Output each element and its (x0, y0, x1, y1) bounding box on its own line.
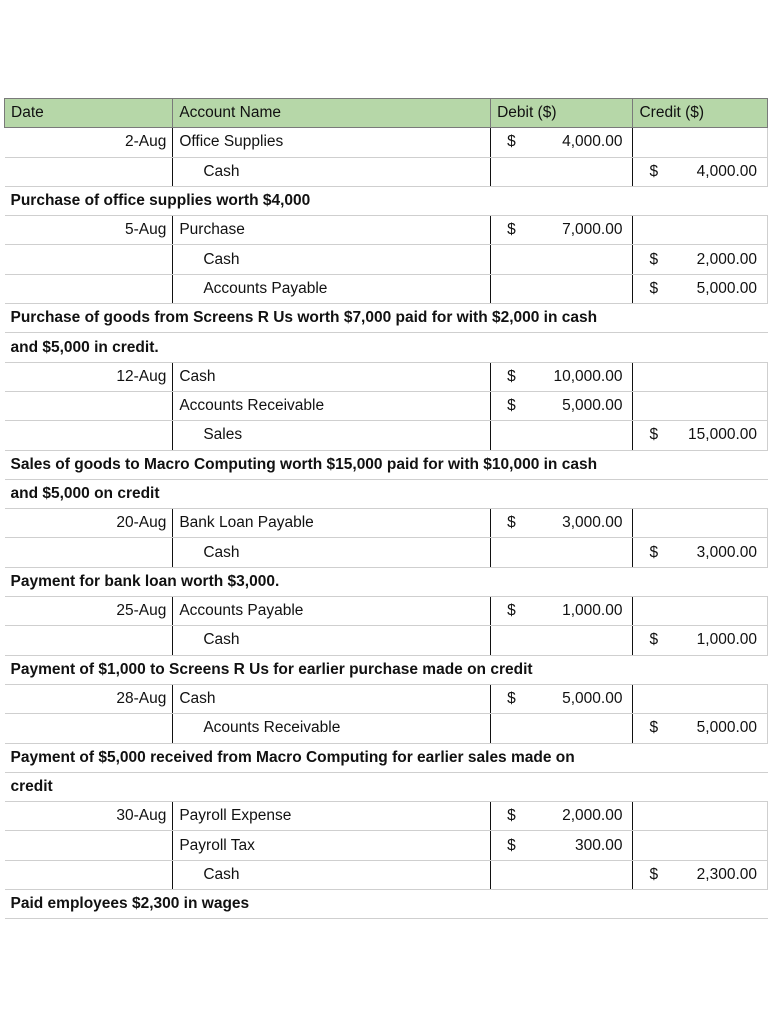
empty-cell[interactable] (633, 304, 768, 333)
debit-cell[interactable] (491, 421, 633, 450)
debit-value: 300.00 (575, 836, 623, 854)
date-cell[interactable] (5, 538, 173, 567)
date-cell[interactable] (5, 391, 173, 420)
date-cell[interactable]: 2-Aug (5, 128, 173, 157)
credit-value: 5,000.00 (696, 279, 757, 297)
date-cell[interactable]: 30-Aug (5, 802, 173, 831)
debit-value: 5,000.00 (562, 690, 623, 708)
account-cell[interactable]: Purchase (173, 216, 491, 245)
journal-row (5, 128, 768, 157)
note-row (5, 567, 768, 596)
entry-description[interactable]: and $5,000 on credit (5, 479, 633, 508)
entry-description[interactable]: and $5,000 in credit. (5, 333, 633, 362)
date-cell[interactable]: 28-Aug (5, 684, 173, 713)
date-cell[interactable] (5, 626, 173, 655)
credit-cell[interactable] (633, 157, 768, 186)
account-cell[interactable]: Cash (173, 626, 491, 655)
debit-cell[interactable] (491, 128, 633, 157)
currency-symbol: $ (649, 719, 659, 737)
credit-amount (639, 719, 761, 737)
account-cell[interactable]: Sales (173, 421, 491, 450)
debit-cell[interactable] (491, 626, 633, 655)
debit-amount (497, 133, 626, 151)
account-cell[interactable]: Office Supplies (173, 128, 491, 157)
credit-cell[interactable] (633, 860, 768, 889)
journal-row (5, 157, 768, 186)
credit-cell[interactable] (633, 509, 768, 538)
journal-row (5, 509, 768, 538)
note-row (5, 186, 768, 215)
account-cell[interactable]: Cash (173, 157, 491, 186)
currency-symbol: $ (507, 690, 516, 708)
header-account[interactable]: Account Name (173, 99, 491, 128)
journal-row (5, 860, 768, 889)
account-cell[interactable]: Acounts Receivable (173, 714, 491, 743)
date-cell[interactable] (5, 831, 173, 860)
debit-amount (497, 690, 626, 708)
currency-symbol: $ (507, 602, 516, 620)
credit-amount (639, 631, 761, 649)
note-row (5, 333, 768, 362)
date-cell[interactable]: 12-Aug (5, 362, 173, 391)
debit-value: 4,000.00 (562, 133, 623, 151)
debit-value: 2,000.00 (562, 807, 623, 825)
journal-row (5, 831, 768, 860)
note-row (5, 772, 768, 801)
currency-symbol: $ (507, 514, 516, 532)
currency-symbol: $ (507, 397, 516, 415)
entry-description[interactable]: credit (5, 772, 633, 801)
credit-cell[interactable] (633, 626, 768, 655)
account-cell[interactable]: Accounts Payable (173, 274, 491, 303)
empty-cell[interactable] (633, 567, 768, 596)
journal-row (5, 538, 768, 567)
debit-value: 10,000.00 (553, 367, 623, 385)
debit-cell[interactable] (491, 597, 633, 626)
account-cell[interactable]: Cash (173, 538, 491, 567)
date-cell[interactable]: 5-Aug (5, 216, 173, 245)
debit-amount (497, 221, 626, 239)
credit-value: 15,000.00 (688, 426, 757, 444)
account-cell[interactable]: Payroll Tax (173, 831, 491, 860)
journal-row (5, 597, 768, 626)
account-cell[interactable]: Cash (173, 860, 491, 889)
debit-value: 1,000.00 (562, 602, 623, 620)
currency-symbol: $ (507, 367, 516, 385)
credit-amount (639, 544, 761, 562)
empty-cell[interactable] (633, 333, 768, 362)
credit-amount (639, 866, 761, 884)
currency-symbol: $ (649, 426, 659, 444)
currency-symbol: $ (507, 133, 516, 151)
header-row (5, 99, 768, 128)
debit-amount (497, 807, 626, 825)
journal-row (5, 245, 768, 274)
debit-cell[interactable] (491, 362, 633, 391)
empty-cell[interactable] (633, 479, 768, 508)
entry-description[interactable]: Sales of goods to Macro Computing worth $15,000 paid for with $10,000 in cash (5, 450, 633, 479)
debit-amount (497, 602, 626, 620)
date-cell[interactable] (5, 157, 173, 186)
debit-amount (497, 397, 626, 415)
debit-cell[interactable] (491, 391, 633, 420)
journal-table (4, 98, 768, 919)
entry-description[interactable]: Paid employees $2,300 in wages (5, 890, 633, 919)
currency-symbol: $ (649, 250, 659, 268)
journal-row (5, 391, 768, 420)
journal-row (5, 714, 768, 743)
credit-cell[interactable] (633, 128, 768, 157)
credit-value: 2,000.00 (696, 250, 757, 268)
debit-cell[interactable] (491, 216, 633, 245)
date-cell[interactable] (5, 421, 173, 450)
debit-cell[interactable] (491, 509, 633, 538)
entry-description[interactable]: Payment of $5,000 received from Macro Computing for earlier sales made on (5, 743, 633, 772)
credit-cell[interactable] (633, 362, 768, 391)
currency-symbol: $ (649, 631, 659, 649)
note-row (5, 890, 768, 919)
credit-cell[interactable] (633, 391, 768, 420)
credit-value: 2,300.00 (696, 865, 757, 883)
date-cell[interactable]: 25-Aug (5, 597, 173, 626)
header-credit[interactable]: Credit ($) (633, 99, 768, 128)
debit-cell[interactable] (491, 538, 633, 567)
currency-symbol: $ (507, 221, 516, 239)
debit-value: 3,000.00 (562, 514, 623, 532)
debit-cell[interactable] (491, 157, 633, 186)
credit-cell[interactable] (633, 684, 768, 713)
journal-row (5, 684, 768, 713)
credit-cell[interactable] (633, 245, 768, 274)
credit-amount (639, 251, 761, 269)
debit-cell[interactable] (491, 684, 633, 713)
entry-description[interactable]: Payment for bank loan worth $3,000. (5, 567, 633, 596)
entry-description[interactable]: Purchase of goods from Screens R Us worth $7,000 paid for with $2,000 in cash (5, 304, 633, 333)
empty-cell[interactable] (633, 450, 768, 479)
credit-value: 4,000.00 (696, 162, 757, 180)
debit-cell[interactable] (491, 714, 633, 743)
date-cell[interactable] (5, 274, 173, 303)
account-cell[interactable]: Cash (173, 245, 491, 274)
debit-cell[interactable] (491, 860, 633, 889)
journal-row (5, 362, 768, 391)
credit-amount (639, 426, 761, 444)
debit-cell[interactable] (491, 802, 633, 831)
credit-cell[interactable] (633, 714, 768, 743)
credit-cell[interactable] (633, 538, 768, 567)
note-row (5, 450, 768, 479)
journal-body (5, 99, 768, 919)
note-row (5, 655, 768, 684)
header-date[interactable]: Date (5, 99, 173, 128)
journal-row (5, 626, 768, 655)
currency-symbol: $ (649, 279, 659, 297)
empty-cell[interactable] (633, 890, 768, 919)
credit-amount (639, 280, 761, 298)
entry-description[interactable]: Payment of $1,000 to Screens R Us for earlier purchase made on credit (5, 655, 633, 684)
note-row (5, 479, 768, 508)
currency-symbol: $ (649, 543, 659, 561)
debit-value: 7,000.00 (562, 221, 623, 239)
currency-symbol: $ (649, 162, 659, 180)
credit-cell[interactable] (633, 421, 768, 450)
credit-cell[interactable] (633, 597, 768, 626)
credit-value: 1,000.00 (696, 631, 757, 649)
account-cell[interactable]: Accounts Receivable (173, 391, 491, 420)
account-cell[interactable]: Cash (173, 362, 491, 391)
journal-row (5, 802, 768, 831)
empty-cell[interactable] (633, 743, 768, 772)
credit-cell[interactable] (633, 802, 768, 831)
currency-symbol: $ (649, 865, 659, 883)
debit-cell[interactable] (491, 245, 633, 274)
credit-cell[interactable] (633, 216, 768, 245)
debit-amount (497, 368, 626, 386)
credit-value: 5,000.00 (696, 719, 757, 737)
account-cell[interactable]: Accounts Payable (173, 597, 491, 626)
journal-row (5, 216, 768, 245)
empty-cell[interactable] (633, 655, 768, 684)
currency-symbol: $ (507, 836, 516, 854)
entry-description[interactable]: Purchase of office supplies worth $4,000 (5, 186, 633, 215)
account-cell[interactable]: Bank Loan Payable (173, 509, 491, 538)
debit-amount (497, 514, 626, 532)
credit-cell[interactable] (633, 831, 768, 860)
note-row (5, 743, 768, 772)
date-cell[interactable]: 20-Aug (5, 509, 173, 538)
currency-symbol: $ (507, 807, 516, 825)
journal-row (5, 274, 768, 303)
empty-cell[interactable] (633, 772, 768, 801)
account-cell[interactable]: Payroll Expense (173, 802, 491, 831)
date-cell[interactable] (5, 245, 173, 274)
account-cell[interactable]: Cash (173, 684, 491, 713)
journal-row (5, 421, 768, 450)
debit-value: 5,000.00 (562, 397, 623, 415)
credit-cell[interactable] (633, 274, 768, 303)
empty-cell[interactable] (633, 186, 768, 215)
credit-value: 3,000.00 (696, 543, 757, 561)
date-cell[interactable] (5, 860, 173, 889)
credit-amount (639, 163, 761, 181)
debit-cell[interactable] (491, 274, 633, 303)
date-cell[interactable] (5, 714, 173, 743)
debit-cell[interactable] (491, 831, 633, 860)
debit-amount (497, 837, 626, 855)
header-debit[interactable]: Debit ($) (491, 99, 633, 128)
note-row (5, 304, 768, 333)
